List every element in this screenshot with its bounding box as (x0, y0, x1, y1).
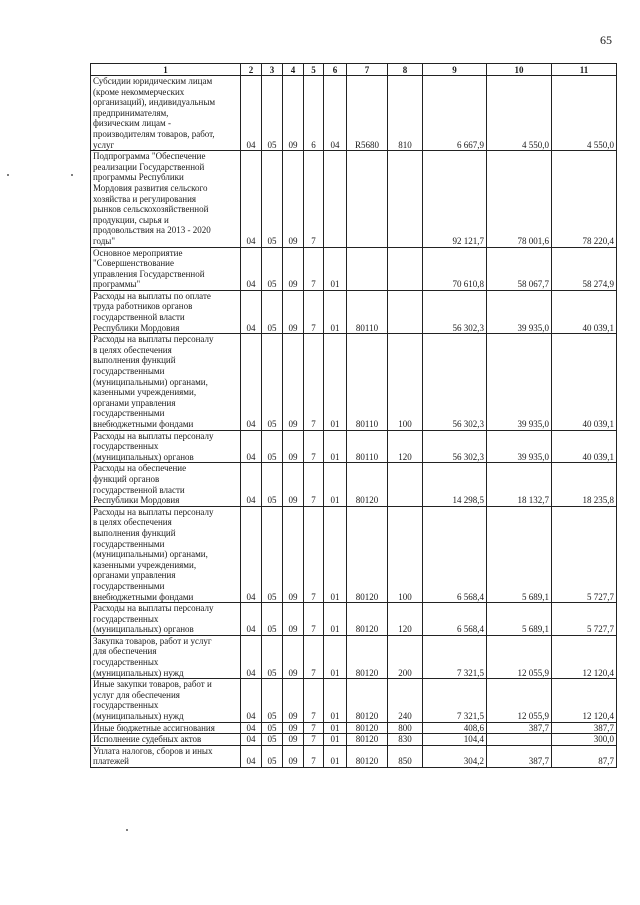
code-subsection-cell: 05 (262, 734, 283, 746)
amount-col-9-cell: 56 302,3 (423, 334, 487, 430)
code-section-cell: 04 (241, 151, 262, 247)
amount-col-11-cell: 40 039,1 (552, 334, 617, 430)
code-subsection-cell: 05 (262, 679, 283, 722)
table-row (91, 290, 617, 333)
amount-col-9-cell: 6 667,9 (423, 76, 487, 151)
code-subprogram-cell: 7 (304, 635, 324, 678)
code-subsection-cell: 05 (262, 745, 283, 767)
column-header: 1 (91, 64, 241, 76)
amount-col-9-cell: 7 321,5 (423, 635, 487, 678)
amount-col-10-cell: 387,7 (487, 745, 552, 767)
code-direction-cell: 80110 (347, 430, 388, 463)
table-row (91, 506, 617, 602)
item-name-cell: Иные закупки товаров, работ и услуг для обеспечения государственных (муниципальных) нужд (91, 679, 241, 722)
item-name-cell: Закупка товаров, работ и услуг для обеспечения государственных (муниципальных) нужд (91, 635, 241, 678)
code-expense-type-cell (388, 463, 423, 506)
amount-col-11-cell: 4 550,0 (552, 76, 617, 151)
table-row (91, 745, 617, 767)
amount-col-10-cell: 12 055,9 (487, 679, 552, 722)
amount-col-10-cell: 39 935,0 (487, 290, 552, 333)
amount-col-11-cell: 387,7 (552, 722, 617, 734)
table-header-row (91, 64, 617, 76)
amount-col-11-cell: 87,7 (552, 745, 617, 767)
code-program-cell: 09 (283, 290, 304, 333)
table-body (91, 76, 617, 768)
amount-col-11-cell: 58 274,9 (552, 247, 617, 290)
code-program-cell: 09 (283, 635, 304, 678)
code-subprogram-cell: 7 (304, 151, 324, 247)
item-name-cell: Расходы на выплаты персоналу государственных (муниципальных) органов (91, 430, 241, 463)
item-name-cell: Основное мероприятие "Совершенствование управления Государственной программы" (91, 247, 241, 290)
column-header: 3 (262, 64, 283, 76)
code-program-cell: 09 (283, 430, 304, 463)
code-expense-type-cell: 200 (388, 635, 423, 678)
code-subsection-cell: 05 (262, 635, 283, 678)
amount-col-9-cell: 56 302,3 (423, 290, 487, 333)
table-row (91, 734, 617, 746)
code-measure-cell: 01 (324, 290, 347, 333)
code-direction-cell: 80120 (347, 679, 388, 722)
table-row (91, 334, 617, 430)
code-measure-cell: 01 (324, 603, 347, 636)
amount-col-10-cell: 5 689,1 (487, 506, 552, 602)
table-row (91, 722, 617, 734)
scan-speck (126, 829, 128, 831)
table-row (91, 679, 617, 722)
code-expense-type-cell: 810 (388, 76, 423, 151)
amount-col-10-cell: 58 067,7 (487, 247, 552, 290)
amount-col-11-cell: 40 039,1 (552, 430, 617, 463)
code-subsection-cell: 05 (262, 506, 283, 602)
code-program-cell: 09 (283, 722, 304, 734)
column-header: 11 (552, 64, 617, 76)
code-direction-cell: 80120 (347, 603, 388, 636)
code-expense-type-cell: 800 (388, 722, 423, 734)
amount-col-9-cell: 104,4 (423, 734, 487, 746)
code-program-cell: 09 (283, 76, 304, 151)
column-header: 5 (304, 64, 324, 76)
amount-col-10-cell: 4 550,0 (487, 76, 552, 151)
code-subprogram-cell: 7 (304, 603, 324, 636)
amount-col-9-cell: 408,6 (423, 722, 487, 734)
column-header: 2 (241, 64, 262, 76)
code-section-cell: 04 (241, 679, 262, 722)
amount-col-11-cell: 40 039,1 (552, 290, 617, 333)
code-subsection-cell: 05 (262, 722, 283, 734)
column-header: 9 (423, 64, 487, 76)
code-measure-cell: 01 (324, 247, 347, 290)
code-program-cell: 09 (283, 463, 304, 506)
code-direction-cell: 80110 (347, 334, 388, 430)
item-name-cell: Субсидии юридическим лицам (кроме некоммерческих организаций), индивидуальным предпринимателям, физическим лицам - производителям товаров, работ, услуг (91, 76, 241, 151)
code-expense-type-cell: 120 (388, 430, 423, 463)
code-subsection-cell: 05 (262, 290, 283, 333)
code-section-cell: 04 (241, 334, 262, 430)
scan-speck (71, 174, 73, 176)
amount-col-9-cell: 7 321,5 (423, 679, 487, 722)
code-section-cell: 04 (241, 745, 262, 767)
code-program-cell: 09 (283, 506, 304, 602)
amount-col-10-cell: 39 935,0 (487, 334, 552, 430)
code-subprogram-cell: 7 (304, 722, 324, 734)
amount-col-9-cell: 6 568,4 (423, 506, 487, 602)
code-subsection-cell: 05 (262, 463, 283, 506)
code-program-cell: 09 (283, 603, 304, 636)
amount-col-10-cell (487, 734, 552, 746)
code-section-cell: 04 (241, 247, 262, 290)
code-expense-type-cell (388, 290, 423, 333)
code-direction-cell: 80110 (347, 290, 388, 333)
amount-col-10-cell: 18 132,7 (487, 463, 552, 506)
code-direction-cell: 80120 (347, 506, 388, 602)
scan-speck (7, 174, 9, 176)
page-number: 65 (600, 33, 612, 47)
code-subsection-cell: 05 (262, 603, 283, 636)
code-section-cell: 04 (241, 603, 262, 636)
code-section-cell: 04 (241, 734, 262, 746)
amount-col-10-cell: 39 935,0 (487, 430, 552, 463)
code-program-cell: 09 (283, 334, 304, 430)
table-row (91, 247, 617, 290)
code-direction-cell: 80120 (347, 734, 388, 746)
code-section-cell: 04 (241, 506, 262, 602)
code-direction-cell (347, 151, 388, 247)
amount-col-11-cell: 18 235,8 (552, 463, 617, 506)
table-row (91, 635, 617, 678)
amount-col-11-cell: 300,0 (552, 734, 617, 746)
column-header: 6 (324, 64, 347, 76)
code-program-cell: 09 (283, 151, 304, 247)
code-expense-type-cell: 100 (388, 506, 423, 602)
code-expense-type-cell: 240 (388, 679, 423, 722)
code-measure-cell: 01 (324, 430, 347, 463)
code-section-cell: 04 (241, 463, 262, 506)
item-name-cell: Расходы на выплаты персоналу в целях обеспечения выполнения функций государственными (муниципальными) органами, казенными учреждениями, органами управления государственными внебюджетными фондами (91, 506, 241, 602)
code-measure-cell: 01 (324, 635, 347, 678)
code-subprogram-cell: 7 (304, 334, 324, 430)
code-measure-cell: 01 (324, 334, 347, 430)
item-name-cell: Расходы на выплаты персоналу в целях обеспечения выполнения функций государственными (муниципальными) органами, казенными учреждениями, органами управления государственными внебюджетными фондами (91, 334, 241, 430)
amount-col-9-cell: 70 610,8 (423, 247, 487, 290)
amount-col-9-cell: 304,2 (423, 745, 487, 767)
code-subprogram-cell: 7 (304, 734, 324, 746)
amount-col-9-cell: 56 302,3 (423, 430, 487, 463)
code-measure-cell: 04 (324, 76, 347, 151)
item-name-cell: Расходы на выплаты персоналу государственных (муниципальных) органов (91, 603, 241, 636)
table-row (91, 430, 617, 463)
amount-col-11-cell: 5 727,7 (552, 603, 617, 636)
amount-col-11-cell: 78 220,4 (552, 151, 617, 247)
code-expense-type-cell: 100 (388, 334, 423, 430)
code-section-cell: 04 (241, 722, 262, 734)
code-measure-cell: 01 (324, 506, 347, 602)
column-header: 4 (283, 64, 304, 76)
code-subprogram-cell: 7 (304, 430, 324, 463)
code-program-cell: 09 (283, 734, 304, 746)
amount-col-10-cell: 78 001,6 (487, 151, 552, 247)
amount-col-11-cell: 12 120,4 (552, 635, 617, 678)
code-measure-cell: 01 (324, 463, 347, 506)
amount-col-11-cell: 5 727,7 (552, 506, 617, 602)
code-section-cell: 04 (241, 76, 262, 151)
amount-col-10-cell: 5 689,1 (487, 603, 552, 636)
code-subprogram-cell: 7 (304, 290, 324, 333)
table-row (91, 463, 617, 506)
amount-col-11-cell: 12 120,4 (552, 679, 617, 722)
table-row (91, 76, 617, 151)
code-measure-cell: 01 (324, 679, 347, 722)
item-name-cell: Исполнение судебных актов (91, 734, 241, 746)
budget-table (90, 63, 617, 768)
item-name-cell: Подпрограмма "Обеспечение реализации Государственной программы Республики Мордовия развития сельского хозяйства и регулирования рынков сельскохозяйственной продукции, сырья и продовольствия на 2013 - 2020 годы" (91, 151, 241, 247)
amount-col-9-cell: 14 298,5 (423, 463, 487, 506)
code-subsection-cell: 05 (262, 430, 283, 463)
column-header: 8 (388, 64, 423, 76)
code-measure-cell: 01 (324, 722, 347, 734)
code-subsection-cell: 05 (262, 247, 283, 290)
amount-col-9-cell: 92 121,7 (423, 151, 487, 247)
code-program-cell: 09 (283, 679, 304, 722)
code-direction-cell: 80120 (347, 463, 388, 506)
code-section-cell: 04 (241, 635, 262, 678)
item-name-cell: Иные бюджетные ассигнования (91, 722, 241, 734)
code-subsection-cell: 05 (262, 151, 283, 247)
code-subsection-cell: 05 (262, 334, 283, 430)
code-direction-cell (347, 247, 388, 290)
code-subprogram-cell: 7 (304, 506, 324, 602)
code-expense-type-cell: 830 (388, 734, 423, 746)
code-expense-type-cell: 120 (388, 603, 423, 636)
code-section-cell: 04 (241, 290, 262, 333)
table-row (91, 603, 617, 636)
code-subprogram-cell: 7 (304, 745, 324, 767)
item-name-cell: Расходы на выплаты по оплате труда работников органов государственной власти Республики Мордовия (91, 290, 241, 333)
amount-col-10-cell: 387,7 (487, 722, 552, 734)
code-section-cell: 04 (241, 430, 262, 463)
column-header: 10 (487, 64, 552, 76)
table-row (91, 151, 617, 247)
code-subprogram-cell: 6 (304, 76, 324, 151)
code-subprogram-cell: 7 (304, 463, 324, 506)
code-expense-type-cell (388, 247, 423, 290)
code-program-cell: 09 (283, 745, 304, 767)
code-direction-cell: 80120 (347, 745, 388, 767)
code-expense-type-cell: 850 (388, 745, 423, 767)
code-measure-cell (324, 151, 347, 247)
code-measure-cell: 01 (324, 745, 347, 767)
item-name-cell: Расходы на обеспечение функций органов государственной власти Республики Мордовия (91, 463, 241, 506)
amount-col-9-cell: 6 568,4 (423, 603, 487, 636)
code-program-cell: 09 (283, 247, 304, 290)
code-expense-type-cell (388, 151, 423, 247)
code-measure-cell: 01 (324, 734, 347, 746)
code-subprogram-cell: 7 (304, 679, 324, 722)
column-header: 7 (347, 64, 388, 76)
code-direction-cell: R5680 (347, 76, 388, 151)
code-direction-cell: 80120 (347, 722, 388, 734)
code-direction-cell: 80120 (347, 635, 388, 678)
code-subprogram-cell: 7 (304, 247, 324, 290)
code-subsection-cell: 05 (262, 76, 283, 151)
item-name-cell: Уплата налогов, сборов и иных платежей (91, 745, 241, 767)
amount-col-10-cell: 12 055,9 (487, 635, 552, 678)
